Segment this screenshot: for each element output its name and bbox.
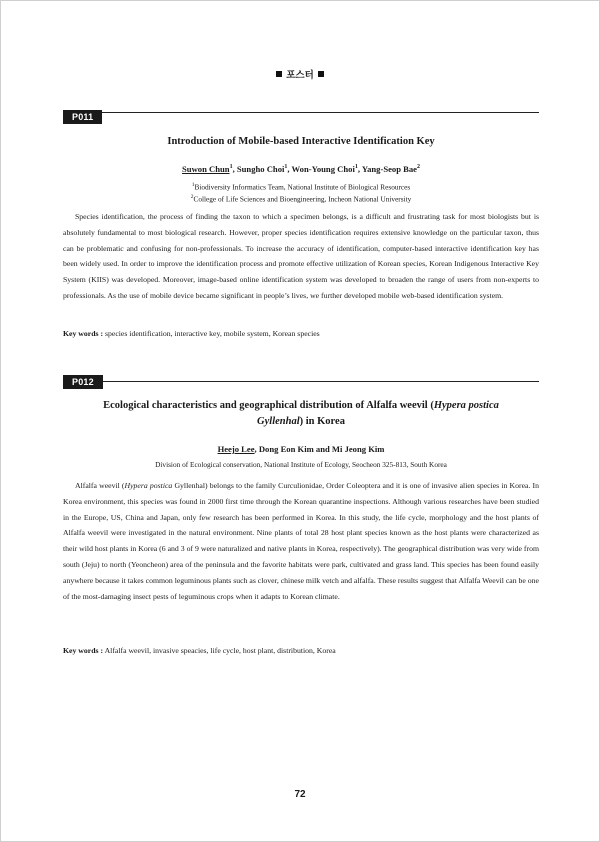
- section-rule: [63, 381, 539, 382]
- abstract-body: Alfalfa weevil (Hypera postica Gyllenhal) belongs to the family Curculionidae, Order Coleoptera and it is one of invasive alien species in Korea. In Korea environment, this species was found in 2000 first time through the Korean quarantine inspections. Although various researches have been studied in the Europe, US, China and Japan, only few research has been performed in Korea. In this study, the life cycle, morphology and the host plants of Alfalfa weevil were investigated in the natural environment. Nine plants of total 28 host plant species known as the host plants were characterized as their wild host plants in Korea (6 and 3 of 9 were naturalized and native plants in Korea, respectively). The geographical distribution was very wide from south (Jeju) to north (Yeoncheon) area of the peninsula and the favorite habitats were park, cultivated and grass land. This species has been found easily anywhere because it takes common leguminous plants such as clover, chinese milk vetch and alfalfa. These results suggest that Alfalfa Weevil can be one of the most-damaging insect pests of leguminous crops when it adapts to Korean climate.: [63, 481, 540, 601]
- abstract-code-badge: P012: [63, 375, 103, 389]
- affiliation-marker: 2: [416, 164, 420, 171]
- presenting-author: Heejo Lee: [217, 444, 255, 454]
- affiliation-marker: 1: [354, 164, 358, 171]
- affiliation: Division of Ecological conservation, National Institute of Ecology, Seocheon 325-813, South Korea: [155, 460, 447, 469]
- affiliation-marker: 1: [229, 164, 233, 171]
- abstract-title: Ecological characteristics and geographical distribution of Alfalfa weevil (Hypera postica Gyllenhal) in Korea: [103, 400, 499, 427]
- affiliation-list: [63, 180, 539, 205]
- page-number: 72: [294, 789, 306, 800]
- author: Mi Jeong Kim: [331, 444, 385, 454]
- author-list: Heejo Lee, Dong Eon Kim and Mi Jeong Kim: [217, 444, 385, 454]
- author: Won-Young Choi: [291, 164, 355, 174]
- affiliation-marker: 1: [284, 164, 288, 171]
- keywords-text: Alfalfa weevil, invasive speacies, life cycle, host plant, distribution, Korea: [104, 646, 336, 655]
- square-bullet-icon: [276, 71, 282, 77]
- keywords-label: Key words :: [63, 329, 104, 338]
- section-title: 포스터: [286, 70, 314, 81]
- keywords: [63, 646, 539, 655]
- abstract-code-badge: P011: [63, 110, 102, 124]
- affiliation: $^2$College of Life Sciences and Bioengineering, Incheon National University: [190, 194, 412, 204]
- author: Dong Eon Kim: [258, 444, 314, 454]
- affiliation: $^1$Biodiversity Informatics Team, National Institute of Biological Resources: [191, 182, 411, 192]
- abstract-title: Introduction of Mobile-based Interactive Identification Key: [167, 136, 435, 147]
- square-bullet-icon: [318, 71, 324, 77]
- author: Sungho Choi: [236, 164, 285, 174]
- keywords: [63, 329, 539, 338]
- keywords-text: species identification, interactive key, mobile system, Korean species: [104, 329, 320, 338]
- author-list: Suwon Chun$^1$, Sungho Choi$^1$, Won-Young Choi$^1$, Yang-Seop Bae$^2$: [182, 164, 420, 174]
- keywords-label: Key words :: [63, 646, 104, 655]
- presenting-author: Suwon Chun: [182, 164, 230, 174]
- running-header: [0, 67, 600, 81]
- author: Yang-Seop Bae: [361, 164, 417, 174]
- section-rule: [63, 112, 539, 113]
- abstract-body: Species identification, the process of finding the taxon to which a specimen belongs, is a difficult and frustrating task for most biologists but is absolutely fundamental to most biological research. However, proper species identification requires extensive knowledge on the particular taxon, thus can be problematic and confusing for non-professionals. To increase the accuracy of identification, computer-based interactive identification key has been widely used. In order to improve the identification process and promote effective utilization of Korean species, Korean Indigenous Interactive Key System (KIIS) was developed. Moreover, image-based online identification system was developed to broaden the range of users from non-experts to professionals. As the use of mobile device became significant in people’s lives, we further developed mobile web-based identification system.: [63, 212, 539, 300]
